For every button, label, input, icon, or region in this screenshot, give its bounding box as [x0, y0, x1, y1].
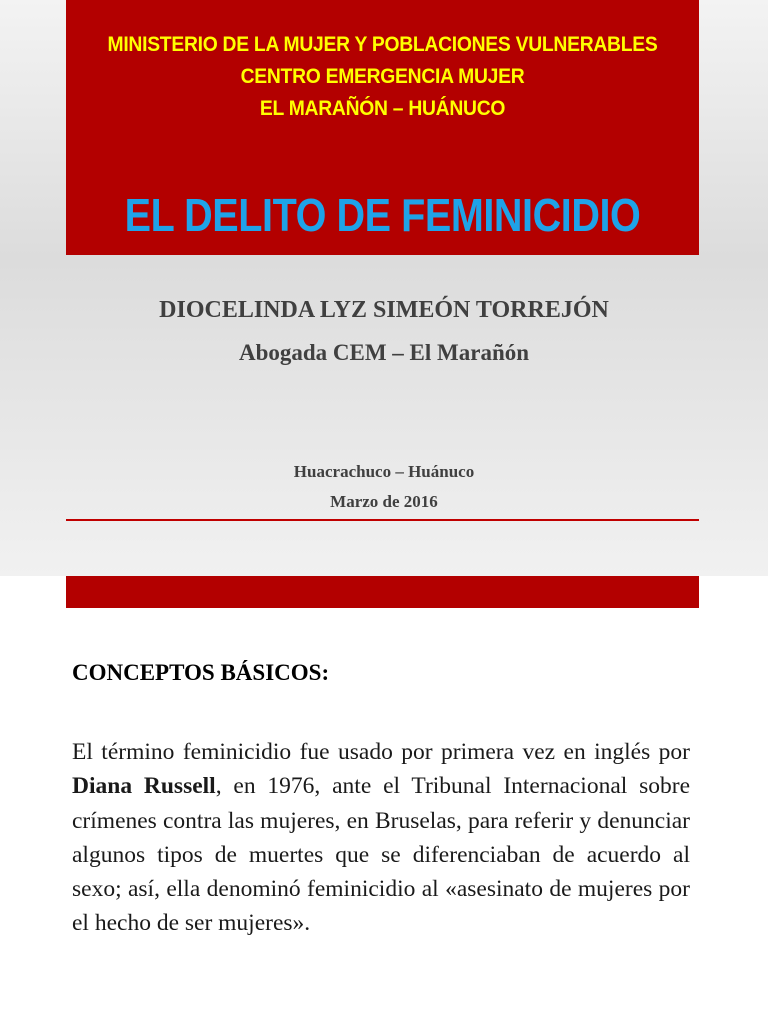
place: Huacrachuco – Huánuco [293, 462, 475, 481]
author-name: DIOCELINDA LYZ SIMEÓN TORREJÓN [159, 297, 609, 323]
section-title: CONCEPTOS BÁSICOS: [72, 660, 330, 685]
divider-rule [66, 519, 699, 521]
header-center: CENTRO EMERGENCIA MUJER [240, 65, 525, 88]
paragraph-text-start: El término feminicidio fue usado por primera vez en inglés por [72, 739, 690, 765]
author-role: Abogada CEM – El Marañón [238, 340, 530, 365]
header-location: EL MARAÑÓN – HUÁNUCO [259, 97, 506, 120]
header-banner [66, 0, 699, 255]
header-ministry: MINISTERIO DE LA MUJER Y POBLACIONES VULNERABLES [107, 33, 658, 56]
paragraph-text-end: , en 1976, ante el Tribunal Internacional sobre crímenes contra las mujeres, en Bruselas, para referir y denunciar algunos tipos de muertes que se diferenciaban de acuerdo al sexo; así, ella denominó feminicidio al «asesinato de mujeres por el hecho de ser mujeres». [72, 773, 691, 937]
paragraph-bold-name: Diana Russell [72, 773, 216, 800]
slide-2-header-band [66, 576, 699, 608]
slide-title: EL DELITO DE FEMINICIDIO [124, 189, 641, 241]
concept-paragraph [72, 735, 690, 941]
date: Marzo de 2016 [330, 492, 438, 511]
